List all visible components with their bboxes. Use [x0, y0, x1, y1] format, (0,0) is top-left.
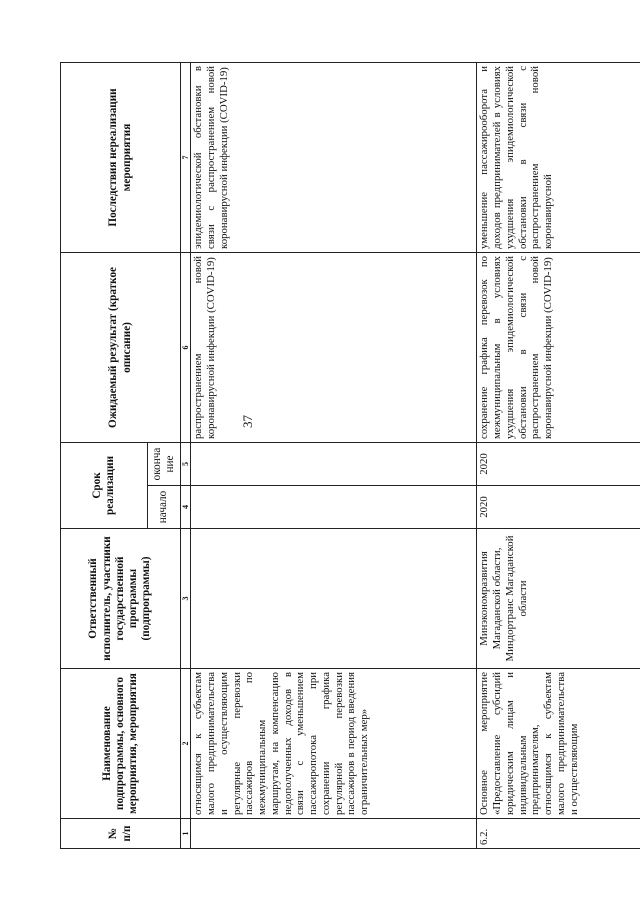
cell-consequences: эпидемиологической обстановки в связи с распространением новой коронавирусной инфекции (COVID-19) — [191, 62, 477, 252]
table-row — [477, 62, 640, 848]
cell-name: Основное мероприятие «Предоставление субсидий юридическим лицам и индивидуальным предпринимателям, относящимся к субъектам малого предпринимательства и осуществляющим — [477, 669, 640, 819]
cell-responsible: Минэкономразвития Магаданской области, Миндортранс Магаданской области — [477, 529, 640, 669]
header-term: Срок реализации — [61, 442, 148, 528]
rotated-page-content — [60, 63, 580, 849]
column-number: 3 — [181, 529, 191, 669]
cell-result: распространением новой коронавирусной инфекции (COVID-19) — [191, 252, 477, 442]
cell-end: 2020 — [477, 442, 640, 485]
cell-end — [191, 442, 477, 485]
cell-name: относящимся к субъектам малого предпринимательства и осуществляющим регулярные перевозки пассажиров по межмуниципальным маршрутам, на компенсацию недополученных доходов в связи с уменьшением пассажиропотока при сохранении графика регулярной перевозки пассажиров в период введения ограничительных мер» — [191, 669, 477, 819]
header-consequences: Последствия нереализации мероприятия — [61, 62, 181, 252]
cell-start: 2020 — [477, 486, 640, 529]
header-name: Наименование подпрограммы, основного мероприятия, мероприятия — [61, 669, 181, 819]
column-number: 7 — [181, 62, 191, 252]
column-number: 6 — [181, 252, 191, 442]
cell-num: 6.2. — [477, 819, 640, 849]
column-number: 4 — [181, 486, 191, 529]
cell-start — [191, 486, 477, 529]
column-numbers-row — [181, 62, 191, 848]
header-num: № п/п — [61, 819, 181, 849]
cell-result: сохранение графика перевозок по межмуниципальным в условиях ухудшения эпидемиологической обстановки в связи с распространением новой коронавирусной инфекции (COVID-19) — [477, 252, 640, 442]
column-number: 5 — [181, 442, 191, 485]
header-result: Ожидаемый результат (краткое описание) — [61, 252, 181, 442]
cell-num — [191, 819, 477, 849]
cell-responsible — [191, 529, 477, 669]
header-responsible: Ответственный исполнитель, участники государственной программы (подпрограммы) — [61, 529, 181, 669]
measures-table — [60, 62, 640, 849]
cell-consequences: уменьшение пассажирооборота и доходов предпринимателей в условиях ухудшения эпидемиологической обстановки в связи с распространением новой коронавирусной — [477, 62, 640, 252]
page-number: 37 — [240, 415, 255, 428]
header-term-start: начало — [148, 486, 181, 529]
table-row — [191, 62, 477, 848]
column-number: 1 — [181, 819, 191, 849]
header-term-end: оконча ние — [148, 442, 181, 485]
table-header-row — [61, 62, 148, 848]
column-number: 2 — [181, 669, 191, 819]
